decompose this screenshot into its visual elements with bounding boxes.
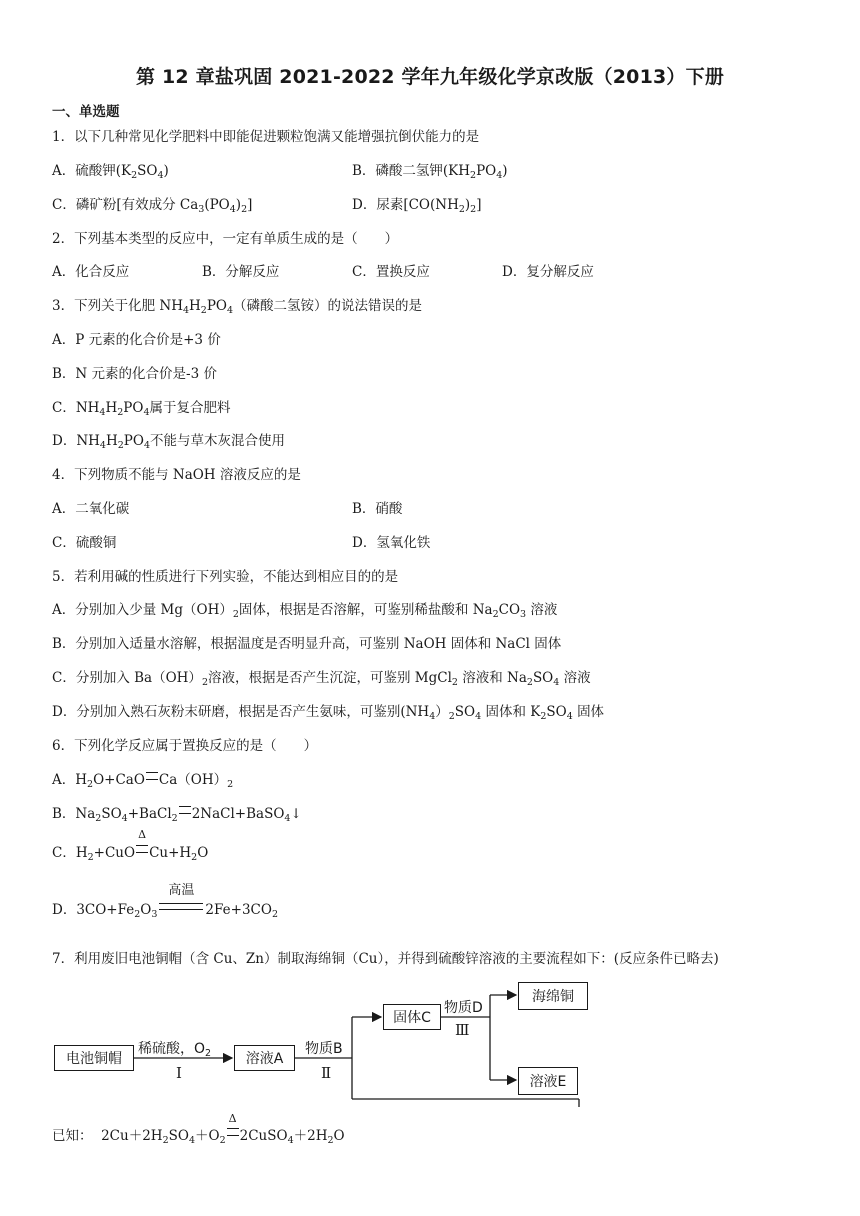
page-title: 第 12 章盐巩固 2021-2022 学年九年级化学京改版（2013）下册 xyxy=(135,66,725,88)
question-4-stem: 4．下列物质不能与 NaOH 溶液反应的是 xyxy=(52,467,301,483)
step-1-label: Ⅰ xyxy=(176,1064,182,1082)
known-eq-right: 2CuSO xyxy=(239,1128,288,1144)
q1-option-c-text: C．磷矿粉[有效成分 Ca xyxy=(52,197,199,213)
q5-c-mid2: 溶液和 Na xyxy=(462,670,527,686)
sponge-copper-box: 海绵铜 xyxy=(518,982,588,1010)
q6-option-a[interactable]: A．$H_2O+CaO$ $Ca(OH)_2$ xyxy=(52,772,234,790)
q1-option-a-text: A．硫酸钾(K xyxy=(52,163,132,179)
question-2-stem: 2．下列基本类型的反应中，一定有单质生成的是（ ） xyxy=(52,231,399,247)
solution-e-box: 溶液E xyxy=(518,1067,578,1095)
solution-a-box: 溶液A xyxy=(234,1045,295,1071)
q6-b-pre: B．Na xyxy=(52,806,96,822)
substance-d-label: 物质D xyxy=(444,1000,483,1016)
q1-option-c[interactable]: C．磷矿粉[有效成分 $Ca_3(PO_4)_2$] xyxy=(52,197,253,215)
solid-c-box: 固体C xyxy=(383,1004,441,1030)
q6-c-pre: C．H xyxy=(52,845,88,861)
q6-option-b[interactable]: B．$Na_2SO_4+BaCl_2$ 2NaCl+BaSO$_4$↓ xyxy=(52,806,302,824)
substance-b-label: 物质B xyxy=(305,1041,343,1057)
step-2-label: Ⅱ xyxy=(321,1064,332,1082)
q6-a-pre: A．H xyxy=(52,772,88,788)
q3-stem-post: （磷酸二氢铵）的说法错误的是 xyxy=(233,298,423,314)
q3-option-d-post: 不能与草木灰混合使用 xyxy=(150,433,285,449)
question-5-stem: 5．若利用碱的性质进行下列实验，不能达到相应目的的是 xyxy=(52,569,399,585)
q3-option-a[interactable]: A．P 元素的化合价是+3 价 xyxy=(52,332,221,348)
q5-c-end: 溶液 xyxy=(563,670,591,686)
q5-d-mid2: 固体和 K xyxy=(485,704,541,720)
q1-option-d-text: D．尿素[CO(NH xyxy=(352,197,459,213)
question-6-stem: 6．下列化学反应属于置换反应的是（ ） xyxy=(52,738,318,754)
q3-stem-pre: 3．下列关于化肥 NH xyxy=(52,298,183,314)
q3-option-c-post: 属于复合肥料 xyxy=(149,400,231,416)
section-heading: 一、单选题 xyxy=(52,104,120,120)
q6-option-c[interactable]: C．$H_2+CuO$ Δ $Cu+H_2O$ xyxy=(52,828,209,863)
known-label: 已知： xyxy=(52,1128,93,1144)
q2-option-b[interactable]: B．分解反应 xyxy=(202,264,280,280)
known-delta-condition: Δ xyxy=(228,1112,237,1125)
q4-option-b[interactable]: B．硝酸 xyxy=(352,501,403,517)
q2-option-a[interactable]: A．化合反应 xyxy=(52,264,130,280)
known-equation: 已知： $2Cu+2H_2SO_4+O_2$ Δ $2CuSO_4+2H_2O$ xyxy=(52,1112,345,1146)
q5-c-pre: C．分别加入 Ba（OH） xyxy=(52,670,202,686)
q6-option-d[interactable]: D．$3CO+Fe_2O_3$ 高温 $2Fe+3CO_2$ xyxy=(52,883,278,920)
q6-d-pre: D．3CO+Fe xyxy=(52,902,135,918)
q5-d-pre: D．分别加入熟石灰粉末研磨，根据是否产生氨味，可鉴别(NH xyxy=(52,704,430,720)
q4-option-c[interactable]: C．硫酸铜 xyxy=(52,535,117,551)
battery-copper-cap-box: 电池铜帽 xyxy=(54,1045,134,1071)
q5-option-d[interactable]: D．分别加入熟石灰粉末研磨，根据是否产生氨味，可鉴别$(NH_4)_2SO_4$ 固体和 $K_2SO_4$ 固体 xyxy=(52,704,605,722)
q1-option-b-text: B．磷酸二氢钾(KH xyxy=(352,163,471,179)
q5-a-post: 固体，根据是否溶解，可鉴别稀盐酸和 Na xyxy=(238,602,493,618)
q3-option-c-pre: C．NH xyxy=(52,400,100,416)
q1-option-b[interactable]: B．磷酸二氢钾$(KH_2PO_4)$ xyxy=(352,163,508,181)
q5-option-c[interactable]: C．分别加入 $Ba(OH)_2$溶液，根据是否产生沉淀，可鉴别 MgCl$_2$ 溶液和 $Na_2SO_4$ 溶液 xyxy=(52,670,591,688)
question-3-stem: 3．下列关于化肥 $NH_4H_2PO_4$（磷酸二氢铵）的说法错误的是 xyxy=(52,298,423,316)
q3-option-b[interactable]: B．N 元素的化合价是-3 价 xyxy=(52,366,217,382)
question-7-stem: 7．利用废旧电池铜帽（含 Cu、Zn）制取海绵铜（Cu），并得到硫酸锌溶液的主要流程如下：(反应条件已略去) xyxy=(52,951,719,967)
q5-c-mid: 溶液，根据是否产生沉淀，可鉴别 MgCl xyxy=(207,670,452,686)
delta-condition: Δ xyxy=(138,828,147,841)
known-eq-left: 2Cu＋2H xyxy=(101,1128,163,1144)
step-3-label: Ⅲ xyxy=(455,1021,470,1039)
q2-option-d[interactable]: D．复分解反应 xyxy=(502,264,594,280)
q3-option-d-pre: D．NH xyxy=(52,433,100,449)
q5-a-pre: A．分别加入少量 Mg（OH） xyxy=(52,602,233,618)
q2-option-c[interactable]: C．置换反应 xyxy=(352,264,430,280)
q5-option-b[interactable]: B．分别加入适量水溶解，根据温度是否明显升高，可鉴别 NaOH 固体和 NaCl 固体 xyxy=(52,636,562,652)
q4-option-a[interactable]: A．二氧化碳 xyxy=(52,501,130,517)
reagent-1-label: 稀硫酸，$O_2$ xyxy=(138,1041,212,1059)
high-temp-condition: 高温 xyxy=(168,883,195,898)
q5-d-end: 固体 xyxy=(577,704,605,720)
q4-option-d[interactable]: D．氢氧化铁 xyxy=(352,535,431,551)
reagent-1-text: 稀硫酸，O xyxy=(138,1041,206,1057)
q1-option-d[interactable]: D．尿素$[CO(NH_2)_2]$ xyxy=(352,197,482,215)
q1-option-a[interactable]: A．硫酸钾$(K_2SO_4)$ xyxy=(52,163,169,181)
q3-option-c[interactable]: C．$NH_4H_2PO_4$属于复合肥料 xyxy=(52,400,231,418)
q5-option-a[interactable]: A．分别加入少量 $Mg(OH)_2$固体，根据是否溶解，可鉴别稀盐酸和 $Na_2CO_3$ 溶液 xyxy=(52,602,558,620)
question-1-stem: 1．以下几种常见化学肥料中即能促进颗粒饱满又能增强抗倒伏能力的是 xyxy=(52,129,480,145)
q5-d-mid: SO xyxy=(454,704,476,720)
q3-option-d[interactable]: D．$NH_4H_2PO_4$不能与草木灰混合使用 xyxy=(52,433,285,451)
q5-a-end: 溶液 xyxy=(530,602,558,618)
